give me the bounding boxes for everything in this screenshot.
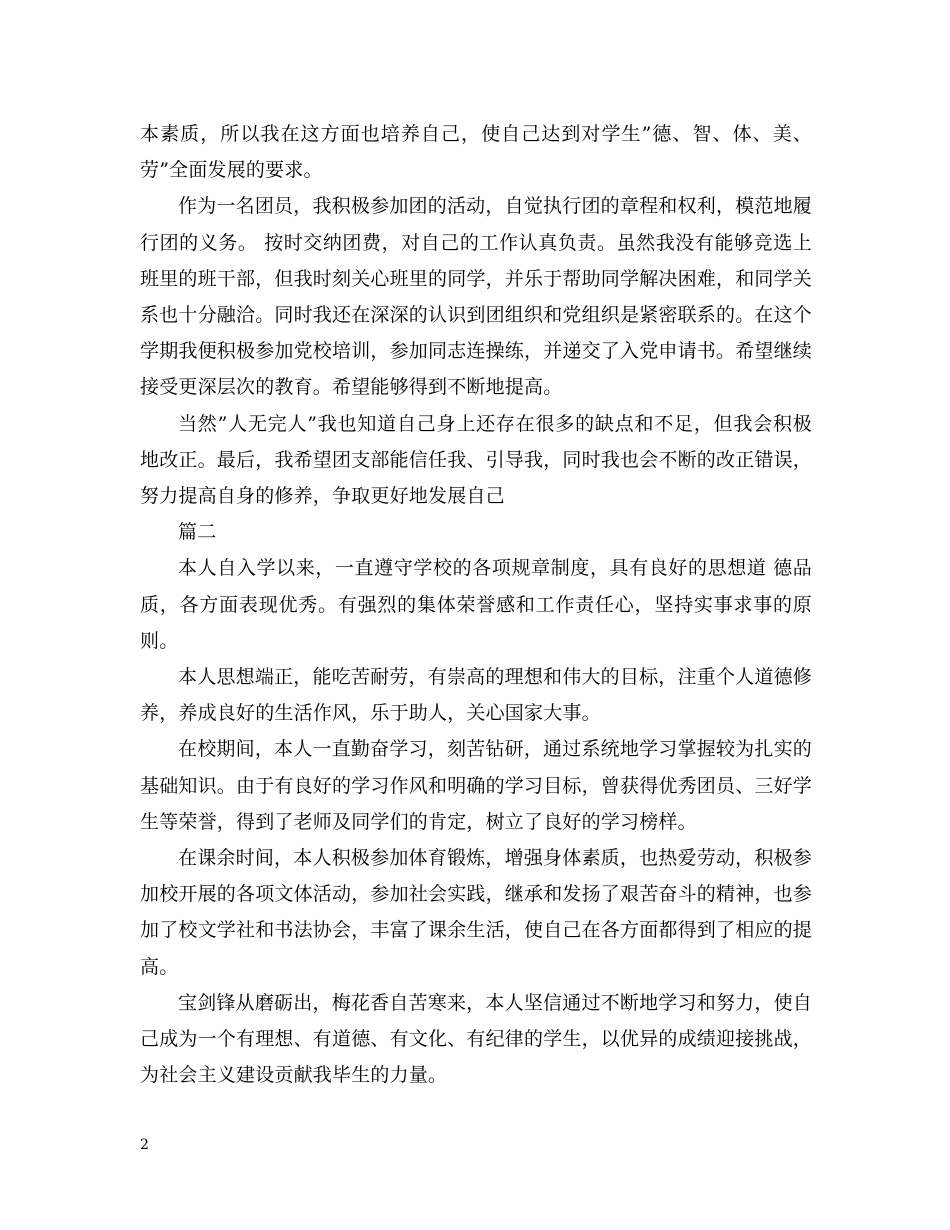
- paragraph-4: 本人自入学以来，一直遵守学校的各项规章制度，具有良好的思想道 德品质，各方面表现优秀。有强烈的集体荣誉感和工作责任心，坚持实事求事的原则。: [140, 557, 812, 652]
- paragraph-8: 宝剑锋从磨砺出，梅花香自苦寒来，本人坚信通过不断地学习和努力，使自己成为一个有理想、有道德、有文化、有纪律的学生，以优异的成绩迎接挑战，为社会主义建设贡献我毕生的力量。: [140, 991, 813, 1087]
- paragraph-5: 本人思想端正，能吃苦耐劳，有崇高的理想和伟大的目标，注重个人道德修养，养成良好的生活作风，乐于助人，关心国家大事。: [140, 666, 812, 725]
- paragraph-6: 在校期间，本人一直勤奋学习，刻苦钻研，通过系统地学习掌握较为扎实的基础知识。由于有良好的学习作风和明确的学习目标，曾获得优秀团员、三好学生等荣誉，得到了老师及同学们的肯定，树立了良好的学习榜样。: [140, 738, 813, 833]
- paragraph-3: 当然”人无完人”我也知道自己身上还存在很多的缺点和不足，但我会积极地改正。最后，我希望团支部能信任我、引导我，同时我也会不断的改正错误，努力提高自身的修养，争取更好地发展自己: [140, 412, 813, 508]
- paragraph-2: 作为一名团员，我积极参加团的活动，自觉执行团的章程和权利，模范地履行团的义务。 按时交纳团费，对自己的工作认真负责。虽然我没有能够竞选上班里的班干部，但我时刻关心班里的同学，并乐于帮助同学解决困难，和同学关系也十分融洽。同时我还在深深的认识到团组织和党组织是紧密联系的。在这个学期我便积极参加党校培训，参加同志连操练，并递交了入党申请书。希望继续接受更深层次的教育。希望能够得到不断地提高。: [140, 195, 813, 399]
- page-number: 2: [140, 1137, 149, 1153]
- paragraph-1: 本素质，所以我在这方面也培养自己，使自己达到对学生”德、智、体、美、劳”全面发展的要求。: [140, 123, 812, 182]
- document-body: [140, 116, 812, 1093]
- section-heading: 篇二: [178, 521, 217, 544]
- paragraph-7: 在课余时间，本人积极参加体育锻炼，增强身体素质，也热爱劳动，积极参加校开展的各项文体活动，参加社会实践，继承和发扬了艰苦奋斗的精神，也参加了校文学社和书法协会，丰富了课余生活，使自己在各方面都得到了相应的提高。: [140, 847, 813, 978]
